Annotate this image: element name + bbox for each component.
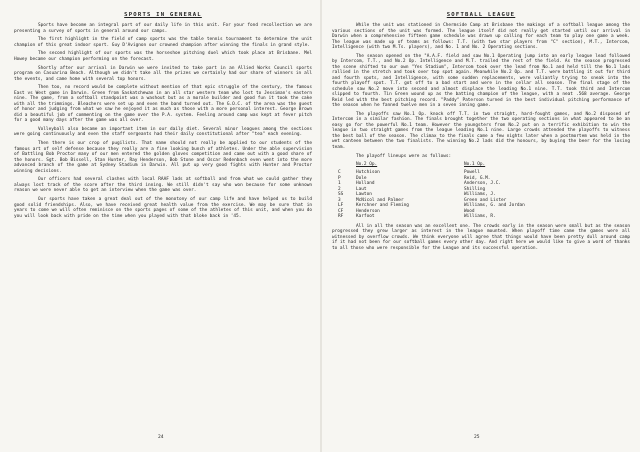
position-cell: 1 <box>338 181 341 187</box>
paragraph: While the unit was stationed in Chermside Camp at Brisbane the makings of a softball league among the various sections of the unit was formed. The league itself did not really get started until our arrival in Darwin when a comprehensive fifteen game schedule was drawn up calling for each team to play one game a week. The league was made up of teams as follows: T.T. (with two star players from "C" section), M.T., Intercom, Intelligence (with two M.Ts. players), and No. 1 and No. 2 Operating sections. <box>332 23 630 50</box>
paragraph: All in all the season was an excellent one. The crowds early in the season were small but as the season progressed they grew larger as interest in the league mounted. When playoff time came the games were all witnessed by overflow crowds. We think everyone will agree that things would have been pretty dull around camp if it had not been for our softball games every other day. And right here we would like to give a word of thanks to all those who were responsible for the League and its successful operation. <box>332 223 630 251</box>
position-cell: LF <box>338 203 344 209</box>
player-cell: Reid, G.M. <box>464 175 491 181</box>
right-page <box>322 0 640 452</box>
page-number: 24 <box>158 435 164 440</box>
player-cell: Hutchison <box>356 170 380 176</box>
paragraph: Then too, no record would be complete without mention of that epic struggle of the century, the famous East vs West game in Darwin. Green from Saskatchewan in an all star western team who lost to Jessiman's eastern nine. The game, from a softball standpoint was a washout but as a morale builder and good fun it took the cake with all the trimmings. Bleachers were set up and even the band turned out. The G.O.C. of the area was the guest of honor and judging from what we saw he enjoyed it as much as those with a more personal interest. George Brown did a beautiful job of commenting on the game over the P.A. system. Feeling around camp was kept at fever pitch for a good many days after the game was all over. <box>14 85 312 124</box>
player-cell: Dole <box>356 175 367 181</box>
position-cell: RF <box>338 214 344 220</box>
paragraph: The first highlight in the field of camp sports was the table tennis tournament to determine the unit champion of this great indoor sport. Guy D'Avignon our crowned champion after winning the finals in grand style. <box>14 37 312 48</box>
paragraph: Sports have become an integral part of our daily life in this unit. For your fond recollection we are presenting a survey of sports in general around our camps. <box>14 23 312 34</box>
player-cell: Wood <box>464 208 475 214</box>
paragraph: Shortly after our arrival in Darwin we were invited to take part in an Allied Works Council sports program on Casuarina Beach. Although we didn't take all the prizes we certainly had our share of winners in all the events, and came home with several top honors. <box>14 65 312 82</box>
player-cell: Kerchner and Fleming <box>356 203 409 209</box>
paragraph: Then there is our crop of pugilists. That name should not really be applied to our students of the famous art of self defense because they really are a fine looking bunch of athletes. Under the able supervision of Battling Bob Proctor many of our men entered the golden gloves competition and came out with a good share of the honors. Sgt. Bob Bissell, Stan Hunter, Ray Henderson, Bob Stone and Oscar Redenbach even went into the more advanced branch of the game at Sydney Stadium in Darwin. All put up very good fights with Hunter and Proctor winning decisions. <box>14 141 312 174</box>
player-cell: McNicol and Palmer <box>356 197 404 203</box>
table-row <box>336 214 566 220</box>
paragraph: The second highlight of our sports was the horseshoe pitching duel which took place at Brisbane. Mel Howey became our champion performing on the forecast. <box>14 51 312 62</box>
player-cell: Anderson, J.C. <box>464 181 502 187</box>
column-header: No.1 Op. <box>464 162 486 168</box>
player-cell: Williams, J. <box>464 192 496 198</box>
player-cell: Powell <box>464 170 480 176</box>
position-cell: C <box>338 170 341 176</box>
playoff-lineup-table <box>336 162 566 220</box>
paragraph: The season opened on the "A.A.F. field and saw No.1 Operating jump into an early league lead followed by Intercom, T.T., and No.2 Op. Intelligence and M.T. trailed the rest of the field. As the season progressed the scene shifted to our own "Yes Stadium", Intercom took over the lead from No.1 and held till the No.1 lads rallied in the stretch and took over top spot again. Meanwhile No.2 Op. and T.T. were battling it out for third and fourth spots, and Intelligence, with some sudden replacements, were valiantly trying to sneak into the fourth playoff spot. T.T. got off to a bad start and were in the cellar all season. The final stage of the schedule saw No.2 move into second and almost displace the leading No.1 nine. T.T. took third and Intercom slipped to fourth. Tin Green wound up as the batting champion of the league, with a neat .568 average. George Reid led with the best pitching record. "Paddy" Paterson turned in the best individual pitching performance of the season when he fanned twelve men in a seven inning game. <box>332 53 630 109</box>
position-cell: 3 <box>338 197 341 203</box>
left-page-title: SPORTS IN GENERAL <box>124 12 202 18</box>
player-cell: Holland <box>356 181 375 187</box>
paragraph: Our sports have taken a great deal out of the monotony of our camp life and have helped us to build good solid friendships. Also, we have received great health value from the exercise. We may be sure that in years to come we will often reminisce on the sports pages of some of the athletes of this unit, and when you do you will look back with pride on the time when you played with that bloke back in '45. <box>14 197 312 219</box>
player-cell: Green and Lister <box>464 197 507 203</box>
player-cell: Williams, R. <box>464 214 496 220</box>
player-cell: Williams, G. and Jordan <box>464 203 525 209</box>
paragraph: Our officers had several clashes with local RAAF lads at softball and from what we could gather they always lost track of the score after the third inning. We still didn't say who won because for some unknown reason we were never able to get an interview when the game was over. <box>14 177 312 194</box>
paragraph: The playoff lineups were as follows: <box>356 153 452 159</box>
player-cell: Lawton <box>356 192 372 198</box>
player-cell: Laut <box>356 186 367 192</box>
page-number: 25 <box>474 435 480 440</box>
player-cell: Henderson <box>356 208 380 214</box>
position-cell: CF <box>338 208 344 214</box>
position-cell: 2 <box>338 186 341 192</box>
position-cell: SS <box>338 192 344 198</box>
player-cell: Karfoot <box>356 214 375 220</box>
position-cell: P <box>338 175 341 181</box>
column-header: No.2 Op. <box>356 162 378 168</box>
player-cell: Shilling <box>464 186 486 192</box>
paragraph: The playoffs saw No.1 Op. knock off T.T. in two straight, hard-fought games, and No.2 disposed of Intercom in a similar fashion. The finals brought together the two operating sections in what appeared to be an easy go for the powerful No.1 team. However the youngsters from No.2 put on a terrific exhibition to win the league in two straight games from the league leading No.1 nine. Large crowds attended the playoffs to witness the best ball of the season. The climax to the finals came a few nights later when a postmortem was held in the wet canteen between the two finalists. The winning No.2 lads did the honours, by buying the beer for the losing team. <box>332 111 630 150</box>
paragraph: Volleyball also became an important item in our daily diet. Several minor leagues among the sections were going continuously and even the staff sergeants had their daily constitutional after "tea" each evening. <box>14 126 312 138</box>
right-page-title: SOFTBALL LEAGUE <box>446 12 516 18</box>
